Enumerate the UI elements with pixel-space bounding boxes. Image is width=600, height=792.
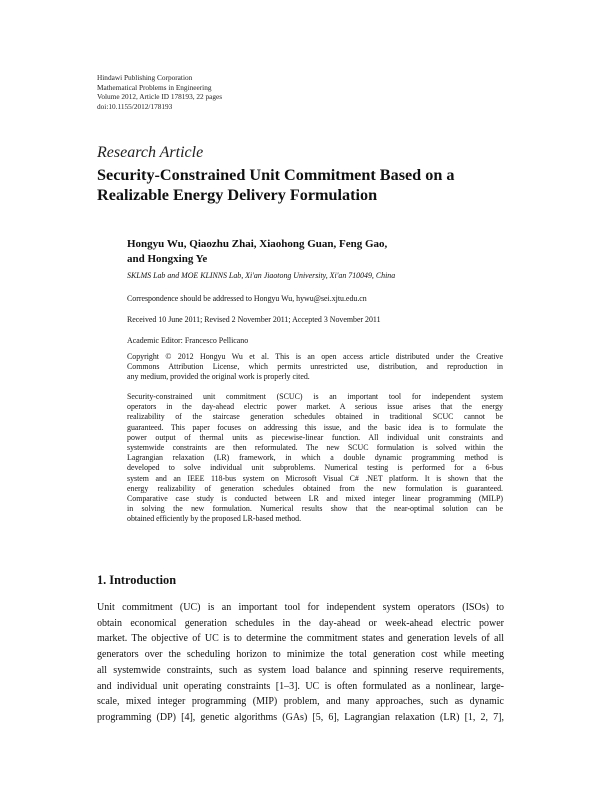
title-line: Security-Constrained Unit Commitment Based on a [97, 166, 455, 184]
correspondence: Correspondence should be addressed to Hongyu Wu, hywu@sei.xjtu.edu.cn [127, 294, 367, 303]
abstract-line: system and an IEEE 118-bus system on Microsoft Visual C# .NET platform. It is shown that the [127, 473, 503, 483]
publication-dates: Received 10 June 2011; Revised 2 November 2011; Accepted 3 November 2011 [127, 315, 381, 324]
abstract-line: Lagrangian relaxation (LR) framework, in which a double dynamic programming method is [127, 453, 503, 463]
paper-title [97, 165, 517, 205]
author-line: Hongyu Wu, Qiaozhu Zhai, Xiaohong Guan, Feng Gao, [127, 238, 388, 250]
abstract [127, 392, 503, 525]
body-line: obtain economical generation schedules in the day-ahead or week-ahead electric power [97, 617, 504, 629]
abstract-line: Comparative case study is conducted between LR and mixed integer linear programming (MILP) [127, 494, 503, 504]
body-line: programming (DP) [4], genetic algorithms (GAs) [5, 6], Lagrangian relaxation (LR) [1, 2, 7], [97, 711, 504, 723]
affiliation: SKLMS Lab and MOE KLINNS Lab, Xi'an Jiaotong University, Xi'an 710049, China [127, 271, 396, 280]
journal-publisher: Hindawi Publishing Corporation [97, 73, 193, 82]
article-type: Research Article [97, 144, 204, 161]
abstract-line: Security-constrained unit commitment (SCUC) is an important tool for independent system [127, 392, 503, 401]
abstract-line: energy realizability of generation schedules obtained from the new formulation is guaranteed. [127, 483, 503, 493]
abstract-line: guaranteed. This paper focuses on addressing this issue, and the basic idea is to formulate the [127, 422, 503, 432]
journal-volume: Volume 2012, Article ID 178193, 22 pages [97, 92, 223, 101]
title-line: Realizable Energy Delivery Formulation [97, 186, 378, 204]
copyright-line: Commons Attribution License, which permits unrestricted use, distribution, and reproduction in [127, 362, 503, 372]
copyright-notice [127, 352, 503, 383]
body-line: and individual unit operating constraints [1–3]. UC is often formulated as a nonlinear, large- [97, 680, 504, 692]
abstract-line: realizability of the staircase generation schedules obtained in traditional SCUC cannot be [127, 412, 503, 422]
abstract-line: power output of thermal units as piecewise-linear function. All individual unit constraints and [127, 432, 503, 442]
journal-doi: doi:10.1155/2012/178193 [97, 101, 173, 111]
author-list [127, 237, 507, 266]
abstract-line: in solving the new formulation. Numerical results show that the near-optimal solution can be [127, 504, 503, 514]
introduction-body [97, 600, 504, 726]
copyright-line: Copyright © 2012 Hongyu Wu et al. This is an open access article distributed under the Creative [127, 352, 503, 361]
journal-header [97, 73, 397, 111]
body-line: market. The objective of UC is to determine the commitment states and generation levels of all [97, 633, 504, 645]
copyright-line: any medium, provided the original work is properly cited. [127, 372, 310, 382]
author-line: and Hongxing Ye [127, 252, 208, 265]
abstract-line: obtained efficiently by the proposed LR-based method. [127, 514, 302, 524]
academic-editor: Academic Editor: Francesco Pellicano [127, 336, 249, 345]
body-line: all systemwide constraints, such as system load balance and spinning reserve requirements, [97, 664, 504, 676]
body-line: Unit commitment (UC) is an important tool for independent system operators (ISOs) to [97, 602, 504, 613]
body-line: generators over the scheduling horizon to minimize the total generation cost while meeting [97, 649, 504, 661]
abstract-line: operators in the day-ahead electric power market. A serious issue arises that the energy [127, 402, 503, 412]
section-heading-introduction: 1. Introduction [97, 573, 177, 587]
body-line: scale, mixed integer programming (MIP) problem, and many approaches, such as dynamic [97, 696, 504, 708]
abstract-line: developed to solve individual unit subproblems. Numerical testing is performed for a 6-bus [127, 463, 503, 473]
journal-name: Mathematical Problems in Engineering [97, 82, 212, 92]
abstract-line: systemwide constraints are then reformulated. The new SCUC formulation is solved within the [127, 443, 503, 453]
